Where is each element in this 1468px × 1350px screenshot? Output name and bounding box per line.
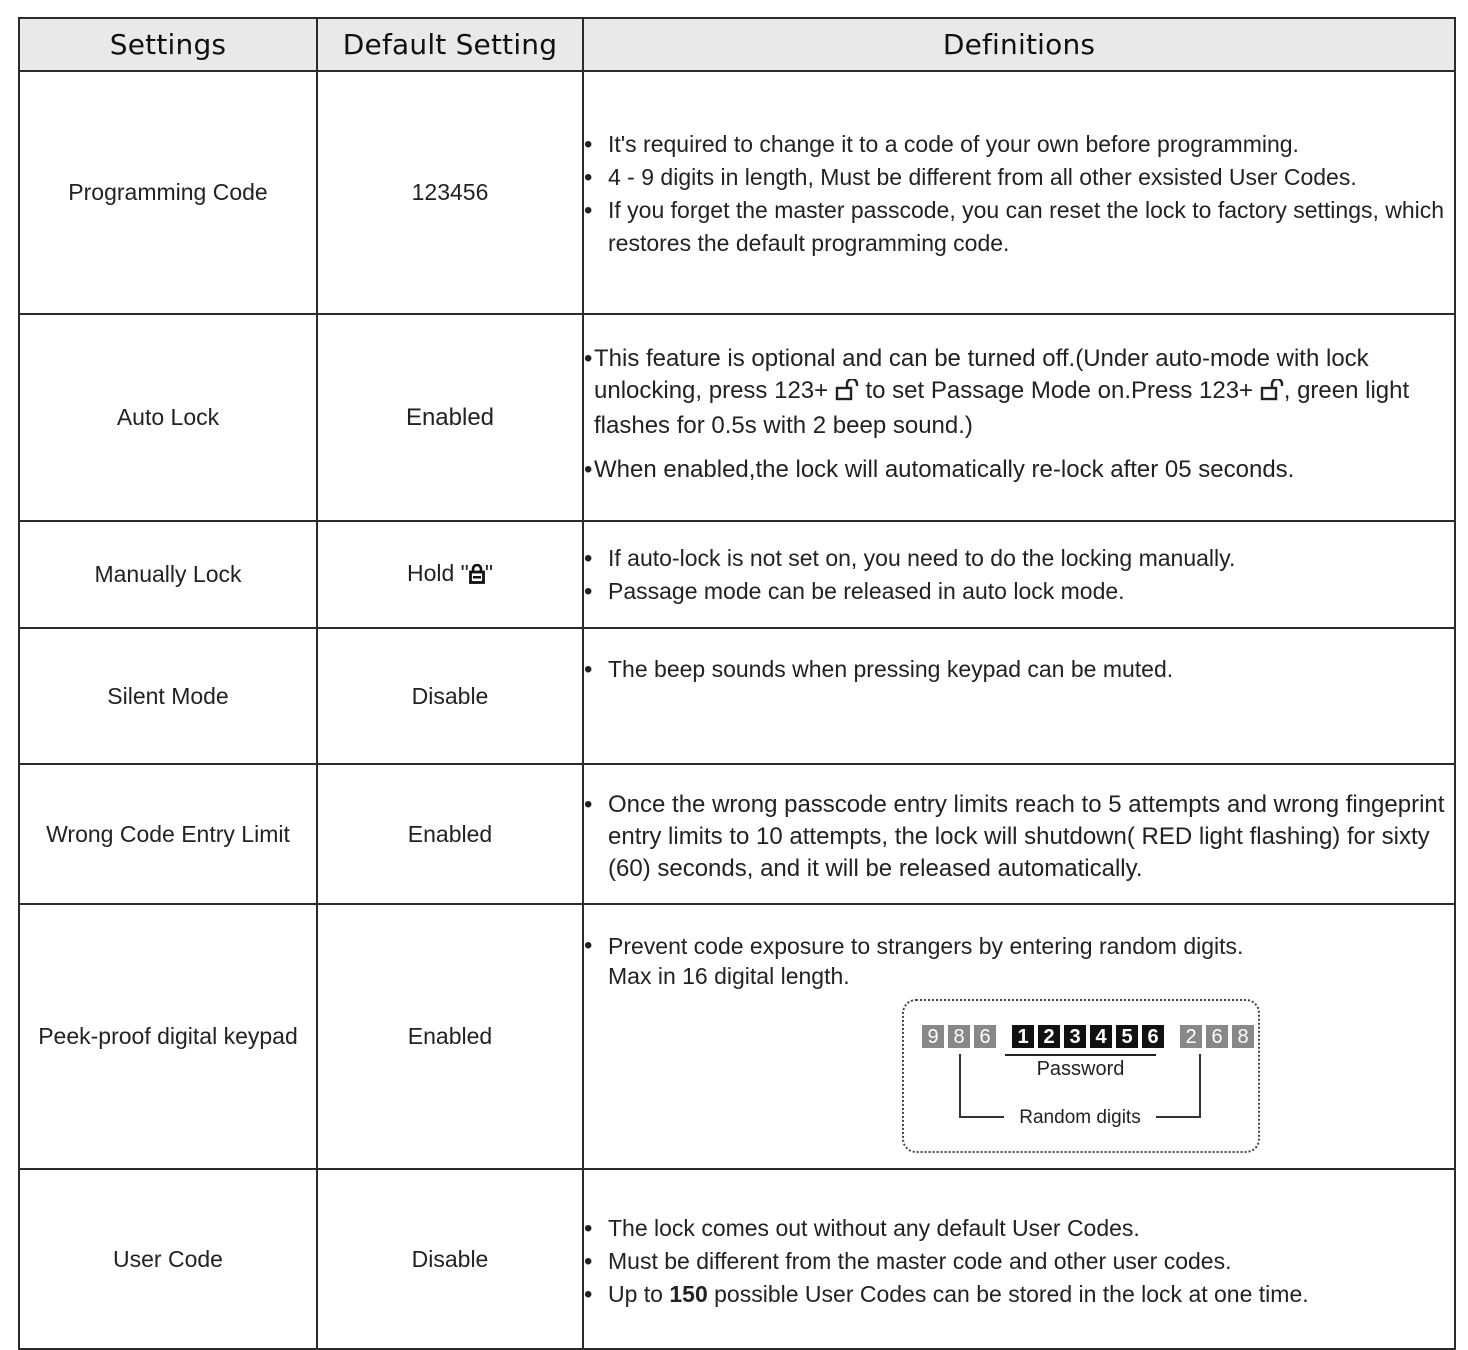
password-digit: 5 [1116,1025,1138,1048]
table-row [19,521,1455,628]
definition-cell [583,521,1455,628]
random-digits-label: Random digits [1004,1105,1156,1131]
max-user-codes: 150 [669,1280,708,1307]
header-definitions: Definitions [583,18,1455,71]
random-digit: 6 [1206,1025,1228,1048]
unlocked-padlock-icon [1260,378,1284,410]
default-value: Enabled [317,764,583,904]
table-header-row [19,18,1455,71]
locked-padlock-icon [469,563,485,590]
default-value: Hold " " [317,521,583,628]
definition-bullet: • Must be different from the master code and other user codes. [584,1245,1454,1278]
default-value: Enabled [317,904,583,1169]
table-row [19,314,1455,521]
definition-bullet: • When enabled,the lock will automatically re-lock after 05 seconds. [584,454,1454,486]
definition-cell [583,904,1455,1169]
password-label: Password [1036,1058,1125,1080]
definition-bullet: • This feature is optional and can be turned off.(Under auto-mode with lock unlocking, press 123+ to set Passage Mode on.Press 123+ , green light flashes for 0.5s with 2 beep sound.) [584,343,1454,442]
definition-bullet: • Once the wrong passcode entry limits reach to 5 attempts and wrong fingeprint entry limits to 10 attempts, the lock will shutdown( RED light flashing) for sixty (60) seconds, and it will be released automatically. [584,789,1454,885]
random-digit: 8 [1232,1025,1254,1048]
definition-bullet: • Prevent code exposure to strangers by entering random digits. Max in 16 digital length. [584,931,1454,991]
random-digit: 2 [1180,1025,1202,1048]
definition-bullet: • The beep sounds when pressing keypad can be muted. [584,653,1454,686]
setting-name: Auto Lock [19,314,317,521]
default-value: Enabled [317,314,583,521]
peek-proof-diagram [902,999,1260,1153]
random-digit: 9 [922,1025,944,1048]
random-digit: 6 [974,1025,996,1048]
table-row [19,1169,1455,1349]
setting-name: Peek-proof digital keypad [19,904,317,1169]
default-value: Disable [317,628,583,764]
definition-bullet: • The lock comes out without any default User Codes. [584,1212,1454,1245]
password-digit: 2 [1038,1025,1060,1048]
setting-name: Manually Lock [19,521,317,628]
setting-name: User Code [19,1169,317,1349]
setting-name: Wrong Code Entry Limit [19,764,317,904]
digit-sequence [922,1025,1254,1048]
password-digit: 4 [1090,1025,1112,1048]
definition-bullet: • If you forget the master passcode, you can reset the lock to factory settings, which restores the default programming code. [584,194,1454,260]
settings-table [18,17,1456,1350]
header-default-setting: Default Setting [317,18,583,71]
default-value: Disable [317,1169,583,1349]
header-settings: Settings [19,18,317,71]
table-row [19,764,1455,904]
table-row [19,71,1455,314]
random-digit: 8 [948,1025,970,1048]
definition-bullet: • Up to 150 possible User Codes can be stored in the lock at one time. [584,1278,1454,1311]
table-row [19,904,1455,1169]
definition-cell [583,71,1455,314]
password-digit: 3 [1064,1025,1086,1048]
definition-cell [583,764,1455,904]
setting-name: Programming Code [19,71,317,314]
definition-bullet: • If auto-lock is not set on, you need to do the locking manually. [584,542,1454,575]
default-value: 123456 [317,71,583,314]
definition-bullet: • 4 - 9 digits in length, Must be different from all other exsisted User Codes. [584,161,1454,194]
unlocked-padlock-icon [835,378,859,410]
password-digit: 1 [1012,1025,1034,1048]
table-row [19,628,1455,764]
definition-bullet: • It's required to change it to a code of your own before programming. [584,128,1454,161]
definition-bullet: • Passage mode can be released in auto lock mode. [584,575,1454,608]
password-digit: 6 [1142,1025,1164,1048]
setting-name: Silent Mode [19,628,317,764]
definition-cell [583,314,1455,521]
definition-cell [583,1169,1455,1349]
definition-cell [583,628,1455,764]
